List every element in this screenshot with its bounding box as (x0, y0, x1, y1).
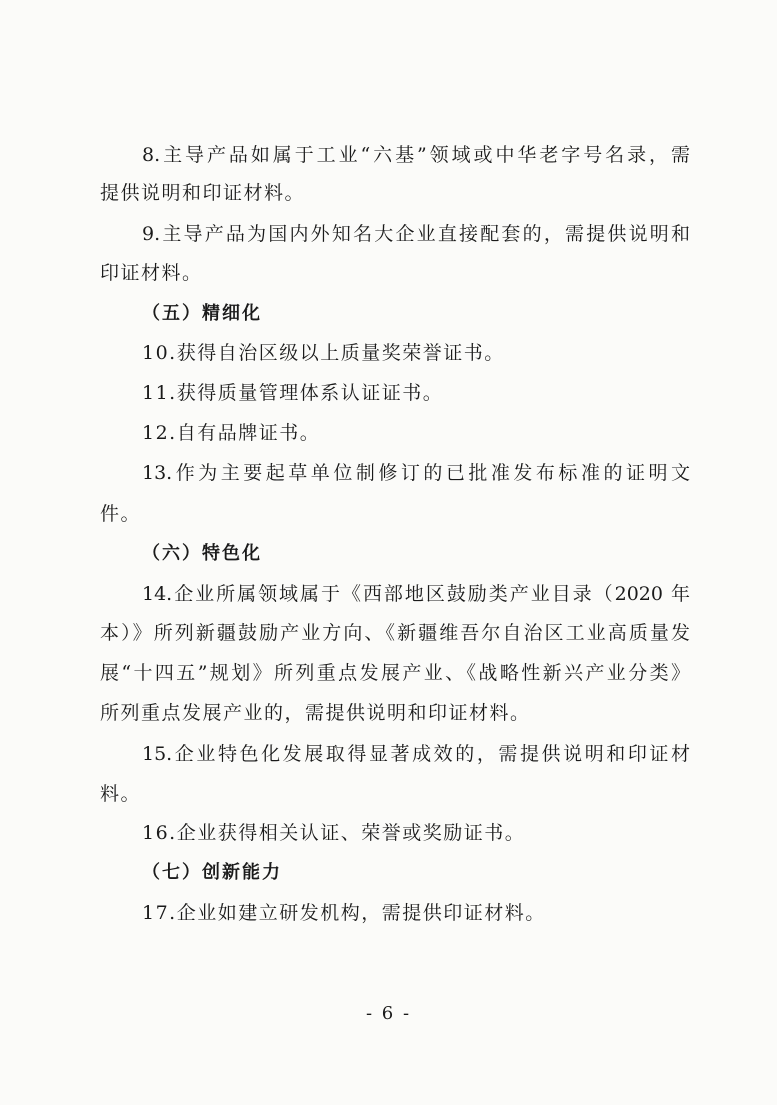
item-16: 16.企业获得相关认证、荣誉或奖励证书。 (142, 822, 526, 844)
item-12: 12.自有品牌证书。 (142, 422, 321, 444)
item-15-line-2: 料。 (100, 783, 142, 805)
item-9-line-1: 9.主导产品为国内外知名大企业直接配套的，需提供说明和 (142, 223, 690, 245)
item-14-line-3: 展“十四五”规划》所列重点发展产业、《战略性新兴产业分类》 (100, 662, 690, 684)
item-13-line-2: 件。 (100, 503, 142, 525)
section-heading-6: （六）特色化 (142, 543, 262, 564)
item-14-line-2: 本）》所列新疆鼓励产业方向、《新疆维吾尔自治区工业高质量发 (100, 622, 690, 644)
item-17: 17.企业如建立研发机构，需提供印证材料。 (142, 902, 546, 924)
section-heading-5: （五）精细化 (142, 303, 262, 324)
item-14-line-4: 所列重点发展产业的，需提供说明和印证材料。 (100, 702, 531, 724)
page-number: - 6 - (365, 1003, 412, 1024)
item-13-line-1: 13.作为主要起草单位制修订的已批准发布标准的证明文 (142, 462, 690, 484)
item-10: 10.获得自治区级以上质量奖荣誉证书。 (142, 342, 505, 364)
item-8-line-1: 8.主导产品如属于工业“六基”领域或中华老字号名录，需 (142, 144, 690, 166)
item-8-line-2: 提供说明和印证材料。 (100, 182, 306, 204)
item-9-line-2: 印证材料。 (100, 262, 203, 284)
item-14-line-1: 14.企业所属领域属于《西部地区鼓励类产业目录（2020 年 (142, 583, 690, 605)
section-heading-7: （七）创新能力 (142, 862, 282, 883)
item-15-line-1: 15.企业特色化发展取得显著成效的，需提供说明和印证材 (142, 743, 690, 765)
item-11: 11.获得质量管理体系认证证书。 (142, 382, 444, 404)
